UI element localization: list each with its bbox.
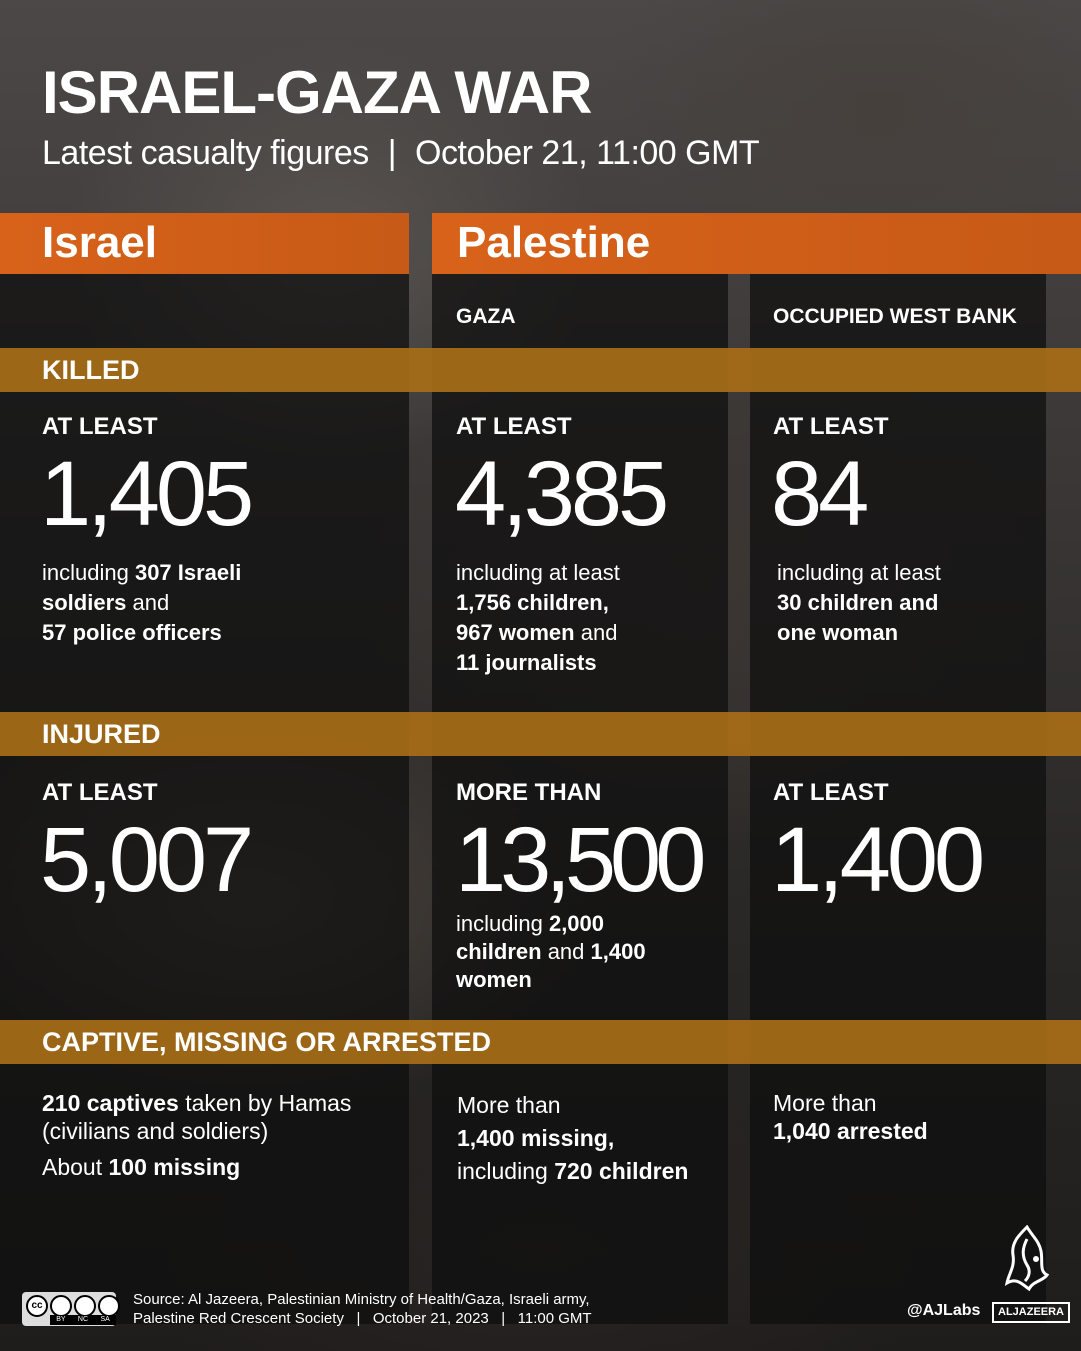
captive-heading: CAPTIVE, MISSING OR ARRESTED [42, 1027, 492, 1057]
desc-bold: 100 missing [108, 1154, 241, 1180]
page-title: ISRAEL-GAZA WAR [42, 59, 592, 126]
source-line-2: Palestine Red Crescent Society | October 21, 2023 | 11:00 GMT [133, 1310, 592, 1327]
subtitle-separator: | [387, 134, 397, 172]
desc-text: More than [773, 1090, 877, 1116]
westbank-heading: OCCUPIED WEST BANK [773, 305, 1017, 328]
desc-text: including [456, 911, 549, 936]
gaza-killed-description [456, 558, 726, 678]
westbank-killed-number: 84 [771, 443, 866, 545]
desc-text: including at least [777, 560, 941, 585]
gaza-killed-qualifier: AT LEAST [456, 413, 572, 440]
aljazeera-logo-icon [1003, 1225, 1051, 1293]
gaza-heading: GAZA [456, 305, 516, 328]
desc-bold: 2,000 [548, 911, 605, 936]
source-line-1: Source: Al Jazeera, Palestinian Ministry of Health/Gaza, Israeli army, [133, 1291, 590, 1308]
desc-bold: 210 captives [42, 1090, 179, 1116]
gaza-injured-number: 13,500 [455, 809, 701, 911]
page-subtitle [42, 132, 759, 174]
desc-bold: women [456, 967, 532, 992]
killed-band [0, 348, 1081, 392]
westbank-captive-text [773, 1089, 1043, 1145]
israel-injured-qualifier: AT LEAST [42, 779, 158, 806]
westbank-injured-number: 1,400 [771, 809, 982, 911]
creative-commons-license-icon: cc BY NC SA [22, 1292, 116, 1326]
license-nc-label: NC [77, 1316, 89, 1323]
license-sa-label: SA [100, 1316, 110, 1323]
desc-text: and [541, 939, 591, 964]
desc-bold: 307 Israeli [134, 560, 242, 585]
israel-killed-description [42, 558, 402, 648]
desc-text: including [457, 1158, 555, 1184]
injured-heading: INJURED [42, 719, 161, 749]
desc-text: About [42, 1154, 109, 1180]
desc-bold: 967 women [456, 620, 575, 645]
gaza-injured-description [456, 910, 726, 994]
desc-text: and [574, 620, 618, 645]
gaza-killed-number: 4,385 [455, 443, 666, 545]
israel-killed-number: 1,405 [40, 443, 251, 545]
desc-bold: 1,040 arrested [773, 1118, 928, 1144]
israel-captive-text [42, 1089, 402, 1184]
desc-text: taken by Hamas [178, 1090, 352, 1116]
desc-bold: 11 journalists [456, 650, 597, 675]
desc-bold: 720 children [554, 1158, 689, 1184]
israel-heading: Israel [42, 218, 157, 267]
desc-text: and [126, 590, 170, 615]
aljazeera-wordmark: ALJAZEERA [992, 1302, 1070, 1323]
gaza-injured-qualifier: MORE THAN [456, 779, 602, 806]
ajlabs-handle: @AJLabs [907, 1302, 981, 1319]
subtitle-description: Latest casualty figures [42, 134, 369, 172]
westbank-killed-qualifier: AT LEAST [773, 413, 889, 440]
israel-killed-qualifier: AT LEAST [42, 413, 158, 440]
desc-bold: 1,400 [590, 939, 646, 964]
desc-bold: one woman [777, 620, 899, 645]
license-by-label: BY [56, 1316, 66, 1323]
desc-text: including at least [456, 560, 620, 585]
subtitle-date: October 21, 11:00 GMT [415, 134, 760, 172]
desc-bold: 57 police officers [42, 620, 222, 645]
gaza-captive-text [457, 1089, 727, 1188]
desc-text: including [42, 560, 135, 585]
killed-heading: KILLED [42, 355, 140, 385]
westbank-killed-description [777, 558, 1047, 648]
westbank-injured-qualifier: AT LEAST [773, 779, 889, 806]
palestine-heading: Palestine [457, 218, 651, 267]
israel-injured-number: 5,007 [40, 809, 251, 911]
desc-bold: soldiers [42, 590, 127, 615]
desc-bold: 1,400 missing, [457, 1125, 615, 1151]
desc-bold: 1,756 children, [456, 590, 609, 615]
desc-bold: children [456, 939, 542, 964]
source-note [133, 1290, 592, 1328]
desc-text: (civilians and soldiers) [42, 1118, 269, 1144]
desc-bold: 30 children and [777, 590, 939, 615]
injured-band [0, 712, 1081, 756]
desc-text: More than [457, 1092, 561, 1118]
